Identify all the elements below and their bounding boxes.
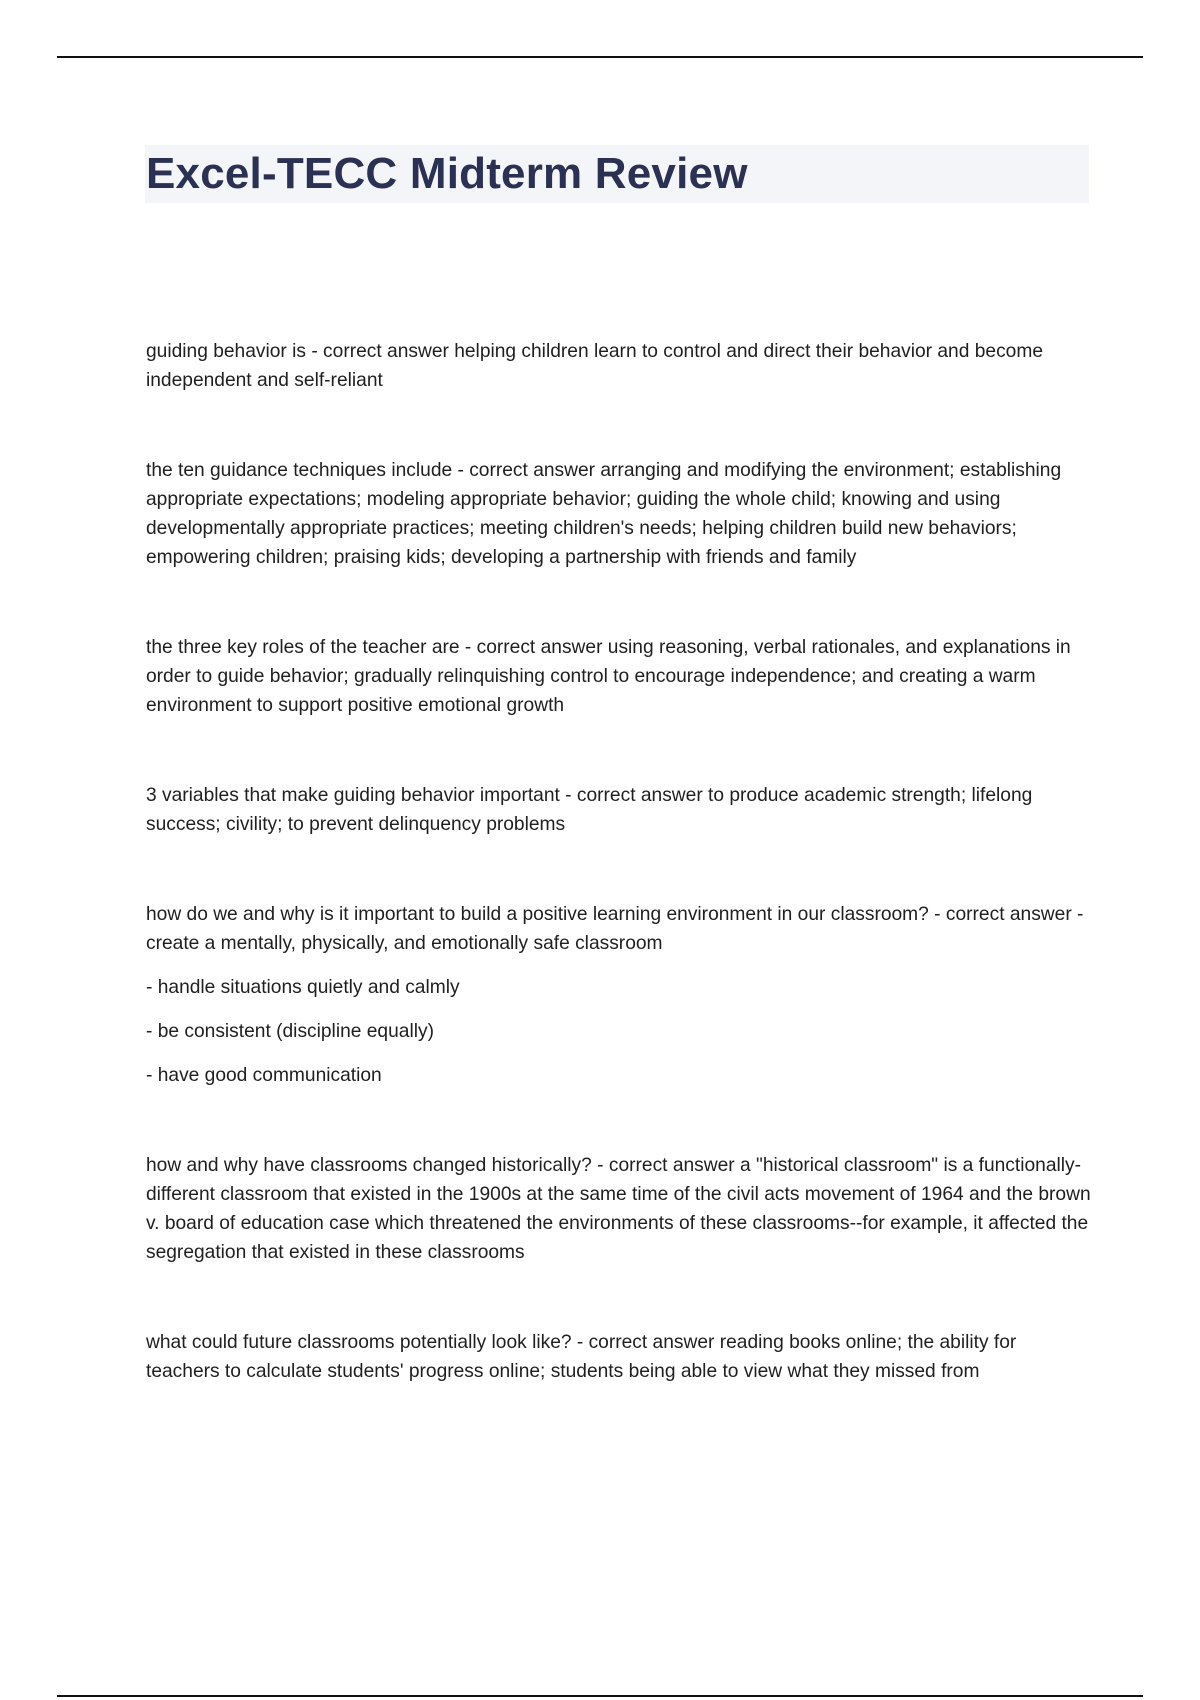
qa-entry xyxy=(146,633,1092,720)
qa-text: how do we and why is it important to build a positive learning environment in our classroom? - correct answer - create a mentally, physically, and emotionally safe classroom xyxy=(146,904,1084,954)
qa-entry xyxy=(146,337,1092,395)
qa-entry xyxy=(146,1151,1092,1267)
top-rule xyxy=(57,56,1143,58)
qa-text: how and why have classrooms changed historically? - correct answer a "historical classroom" is a functionally-different classroom that existed in the 1900s at the same time of the civil acts movement of 1964 and the brown v. board of education case which threatened the environments of these classrooms--for example, it affected the segregation that existed in these classrooms xyxy=(146,1155,1091,1263)
qa-entry xyxy=(146,1328,1092,1386)
qa-entry xyxy=(146,456,1092,572)
qa-text: what could future classrooms potentially look like? - correct answer reading books online; the ability for teachers to calculate students' progress online; students being able to view what they missed from xyxy=(146,1332,1017,1382)
qa-text: the three key roles of the teacher are - correct answer using reasoning, verbal rationales, and explanations in order to guide behavior; gradually relinquishing control to encourage independence; and creating a warm environment to support positive emotional growth xyxy=(146,637,1071,716)
qa-bullet: - handle situations quietly and calmly xyxy=(146,977,460,998)
qa-text: the ten guidance techniques include - correct answer arranging and modifying the environment; establishing appropriate expectations; modeling appropriate behavior; guiding the whole child; knowing and using developmentally appropriate practices; meeting children's needs; helping children build new behaviors; empowering children; praising kids; developing a partnership with friends and family xyxy=(146,460,1062,568)
qa-entry xyxy=(146,781,1092,839)
qa-text: guiding behavior is - correct answer helping children learn to control and direct their behavior and become independent and self-reliant xyxy=(146,341,1043,391)
bottom-rule xyxy=(57,1695,1143,1697)
page-title: Excel-TECC Midterm Review xyxy=(146,149,748,198)
qa-bullet: - have good communication xyxy=(146,1065,382,1086)
qa-bullet: - be consistent (discipline equally) xyxy=(146,1021,434,1042)
qa-text: 3 variables that make guiding behavior important - correct answer to produce academic strength; lifelong success; civility; to prevent delinquency problems xyxy=(146,785,1033,835)
document-body xyxy=(146,337,1092,1447)
qa-entry xyxy=(146,900,1092,1090)
